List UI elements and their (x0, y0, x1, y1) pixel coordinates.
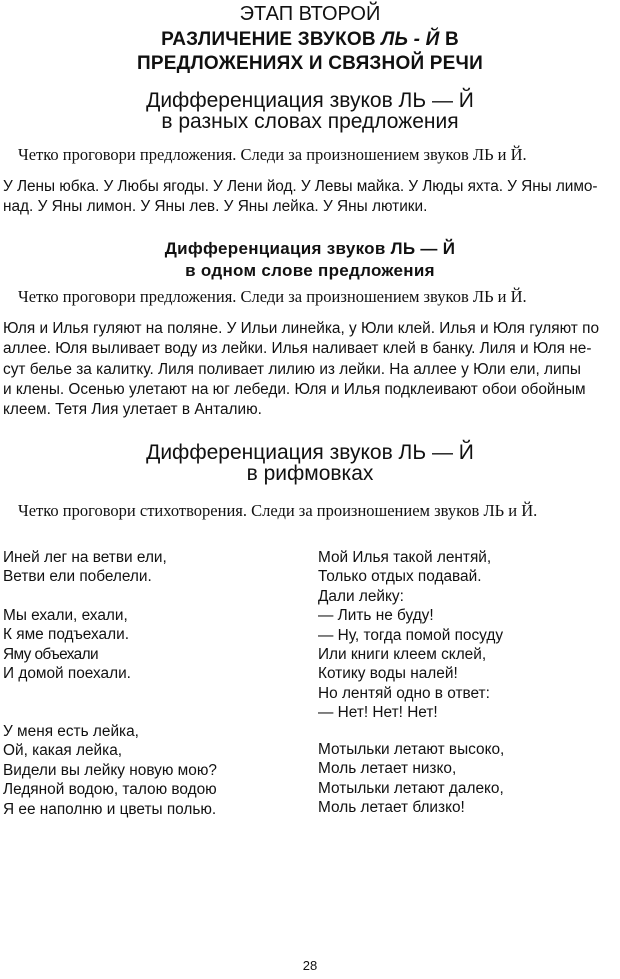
chapter-title-line1: РАЗЛИЧЕНИЕ ЗВУКОВ ЛЬ - Й В (161, 29, 459, 50)
poem-line: Или книги клеем склей, (318, 646, 487, 664)
poem-right-2 (318, 740, 504, 818)
section1-instruction: Четко проговори предложения. Следи за произношением звуков ЛЬ и Й. (18, 145, 527, 164)
section3-heading-line2: в рифмовках (246, 462, 374, 485)
poem-line: Иней лег на ветви ели, (3, 549, 167, 566)
section1-heading-line2: в разных словах предложения (161, 110, 459, 133)
poem-right-1 (318, 548, 503, 723)
poem-line: Мотыльки летают высоко, (318, 741, 505, 758)
section2-heading-line1: Дифференциация звуков ЛЬ — Й (164, 239, 456, 258)
section1-heading-line1: Дифференциация звуков ЛЬ — Й (146, 89, 474, 112)
text-line: сут белье за калитку. Лиля поливает лилию из лейки. На аллее у Юли ели, липы (3, 360, 581, 378)
section1-text (3, 177, 618, 218)
section2-text (3, 319, 618, 420)
poem-line: Мотыльки летают далеко, (318, 779, 504, 797)
poem-line: Котику воды налей! (318, 665, 458, 683)
text-line: клеем. Тетя Лия улетает в Анталию. (3, 401, 262, 419)
stage-heading: ЭТАП ВТОРОЙ (239, 3, 381, 25)
poem-line: Видели вы лейку новую мою? (3, 761, 217, 779)
poem-line: Я ее наполню и цветы полью. (3, 800, 217, 818)
chapter-title-line2: ПРЕДЛОЖЕНИЯХ И СВЯЗНОЙ РЕЧИ (137, 53, 483, 74)
poem-line: Ой, какая лейка, (3, 742, 123, 760)
text-line: и клены. Осенью улетают на юг лебеди. Юля и Илья подклеивают обои обойным (3, 380, 586, 398)
poem-line: Дали лейку: (318, 587, 404, 605)
poem-line: — Лить не буду! (318, 607, 434, 625)
poem-left-3 (3, 722, 217, 819)
page-number: 28 (302, 958, 318, 973)
poem-left-2 (3, 606, 131, 684)
poem-line: И домой поехали. (3, 665, 131, 683)
section3-instruction: Четко проговори стихотворения. Следи за произношением звуков ЛЬ и Й. (18, 501, 538, 520)
poem-line: Мы ехали, ехали, (3, 607, 128, 624)
text-line: аллее. Юля выливает воду из лейки. Илья наливает клей в банку. Лиля и Юля не- (3, 340, 592, 358)
poem-line: К яме подъехали. (3, 626, 129, 644)
poem-line: Только отдых подавай. (318, 568, 482, 586)
poem-line: — Ну, тогда помой посуду (318, 626, 504, 644)
text-line: Юля и Илья гуляют на поляне. У Ильи линейка, у Юли клей. Илья и Юля гуляют по (3, 320, 600, 337)
text-line: У Лены юбка. У Любы ягоды. У Лени йод. У Левы майка. У Люды яхта. У Яны лимо- (3, 178, 598, 195)
poem-line: Мой Илья такой лентяй, (318, 549, 492, 566)
text-line: над. У Яны лимон. У Яны лев. У Яны лейка. У Яны лютики. (3, 198, 428, 216)
section3-heading-line1: Дифференциация звуков ЛЬ — Й (146, 441, 474, 464)
poem-line: Моль летает низко, (318, 760, 457, 778)
section2-heading-line2: в одном слове предложения (185, 261, 435, 280)
poem-line: Моль летает близко! (318, 799, 465, 817)
poem-left-1 (3, 548, 167, 587)
poem-line: Яму объехали (3, 645, 99, 663)
poem-line: Но лентяй одно в ответ: (318, 684, 490, 702)
poem-line: Ветви ели побелели. (3, 568, 152, 586)
poem-line: У меня есть лейка, (3, 723, 139, 740)
poem-line: — Нет! Нет! Нет! (318, 704, 438, 722)
poem-line: Ледяной водою, талою водою (3, 781, 217, 799)
section2-instruction: Четко проговори предложения. Следи за произношением звуков ЛЬ и Й. (18, 287, 527, 306)
